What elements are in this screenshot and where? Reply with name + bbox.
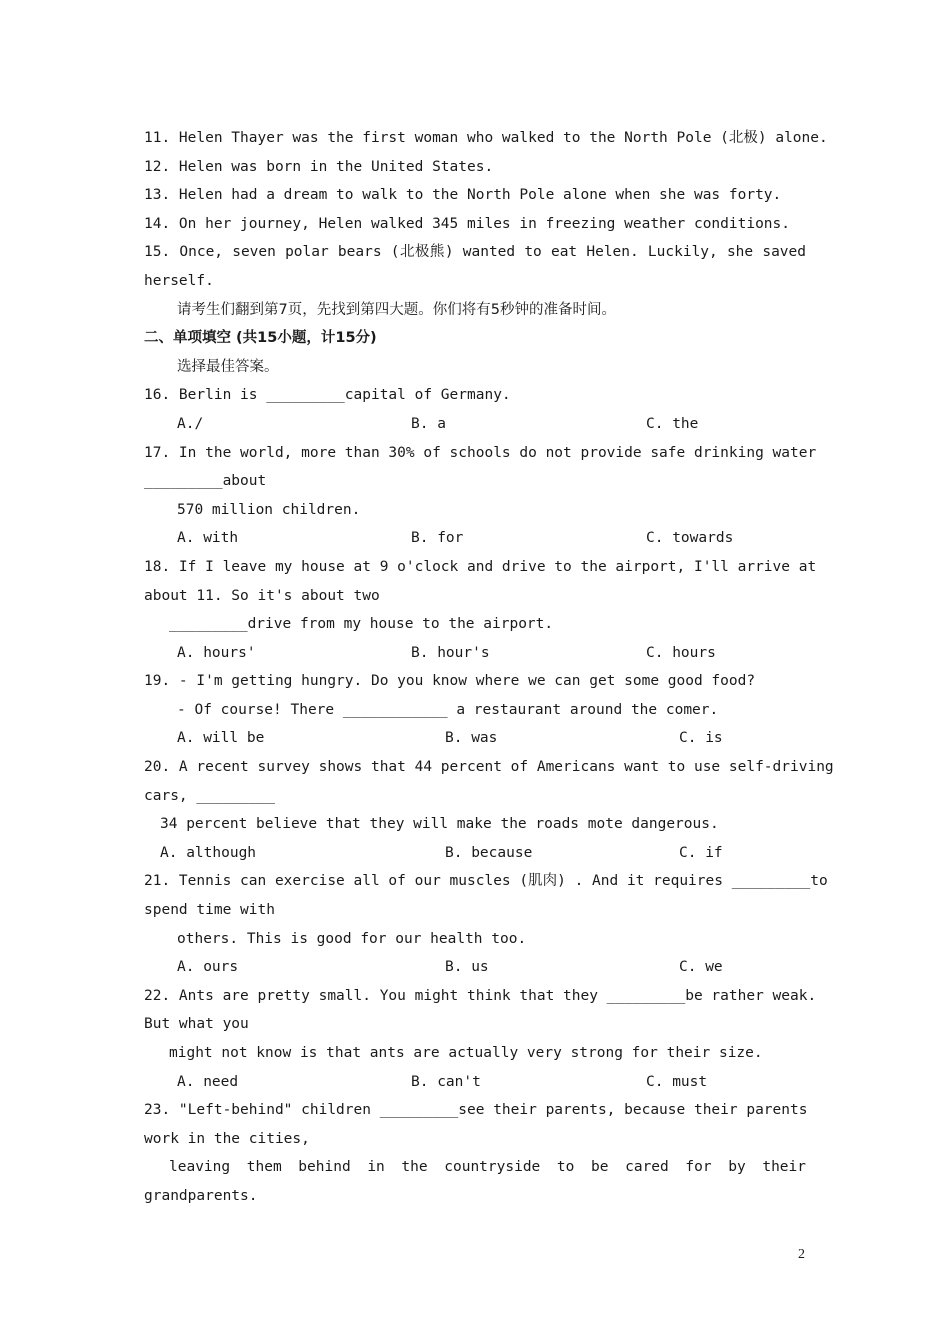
option-c: C. towards	[646, 530, 734, 547]
question-13: 13. Helen had a dream to walk to the North Pole alone when she was forty.	[144, 187, 782, 204]
question-21-cont: spend time with	[144, 902, 275, 919]
options-21	[144, 953, 806, 982]
question-20-cont: cars, _________	[144, 787, 275, 804]
question-19-cont: - Of course! There ____________ a restaurant around the comer.	[177, 701, 719, 718]
question-17-cont: _________about	[144, 473, 267, 490]
option-b: B. a	[411, 415, 446, 432]
question-18-cont2: _________drive from my house to the airport.	[169, 616, 554, 633]
option-c: C. the	[646, 415, 699, 432]
option-a: A. will be	[177, 730, 265, 747]
option-b: B. for	[411, 530, 464, 547]
option-a: A. with	[177, 530, 239, 547]
question-23-cont2: leaving them behind in the countryside to be cared for by their	[169, 1159, 806, 1176]
options-22	[144, 1068, 806, 1097]
option-c: C. if	[679, 844, 723, 861]
question-15-cont: herself.	[144, 272, 214, 289]
option-c: C. hours	[646, 644, 716, 661]
question-23-cont3: grandparents.	[144, 1187, 258, 1204]
options-20	[144, 839, 806, 868]
section-heading: 二、单项填空 (共15小题，计15分)	[144, 330, 377, 347]
question-18-cont: about 11. So it's about two	[144, 587, 380, 604]
options-16	[144, 410, 806, 439]
question-20-cont2: 34 percent believe that they will make the roads mote dangerous.	[160, 816, 719, 833]
option-a: A. ours	[177, 959, 239, 976]
question-14: 14. On her journey, Helen walked 345 miles in freezing weather conditions.	[144, 215, 791, 232]
question-20: 20. A recent survey shows that 44 percent of Americans want to use self-driving	[144, 759, 834, 776]
question-23-cont: work in the cities,	[144, 1130, 310, 1147]
option-c: C. is	[679, 730, 723, 747]
exam-page	[144, 124, 834, 1211]
question-23: 23. "Left-behind" children _________see their parents, because their parents	[144, 1102, 808, 1119]
question-11: 11. Helen Thayer was the first woman who walked to the North Pole (北极) alone.	[144, 130, 828, 146]
option-b: B. can't	[411, 1073, 481, 1090]
question-18: 18. If I leave my house at 9 o'clock and drive to the airport, I'll arrive at	[144, 558, 817, 575]
question-12: 12. Helen was born in the United States.	[144, 158, 494, 175]
question-15: 15. Once, seven polar bears (北极熊) wanted to eat Helen. Luckily, she saved	[144, 244, 806, 261]
question-21: 21. Tennis can exercise all of our muscles (肌肉) . And it requires _________to	[144, 873, 828, 890]
page-number: 2	[798, 1247, 805, 1262]
question-17: 17. In the world, more than 30% of schools do not provide safe drinking water	[144, 444, 817, 461]
option-c: C. must	[646, 1073, 708, 1090]
question-16: 16. Berlin is _________capital of Germany.	[144, 387, 511, 404]
option-c: C. we	[679, 959, 723, 976]
option-b: B. was	[445, 730, 498, 747]
question-22-cont2: might not know is that ants are actually very strong for their size.	[169, 1045, 763, 1061]
listening-instruction: 请考生们翻到第7页，先找到第四大题。你们将有5秒钟的准备时间。	[177, 301, 616, 318]
option-b: B. hour's	[411, 644, 490, 661]
option-a: A./	[177, 415, 204, 432]
option-a: A. need	[177, 1073, 239, 1090]
question-21-cont2: others. This is good for our health too.	[177, 930, 527, 947]
option-b: B. us	[445, 959, 489, 976]
options-17	[144, 524, 806, 553]
question-17-cont2: 570 million children.	[177, 501, 361, 518]
section-instruction: 选择最佳答案。	[177, 358, 279, 375]
options-18	[144, 639, 806, 668]
question-22: 22. Ants are pretty small. You might think that they _________be rather weak.	[144, 987, 817, 1004]
option-a: A. although	[160, 844, 257, 861]
options-19	[144, 724, 806, 753]
question-22-cont: But what you	[144, 1016, 249, 1033]
option-b: B. because	[445, 844, 533, 861]
question-19: 19. - I'm getting hungry. Do you know where we can get some good food?	[144, 673, 756, 690]
option-a: A. hours'	[177, 644, 256, 661]
